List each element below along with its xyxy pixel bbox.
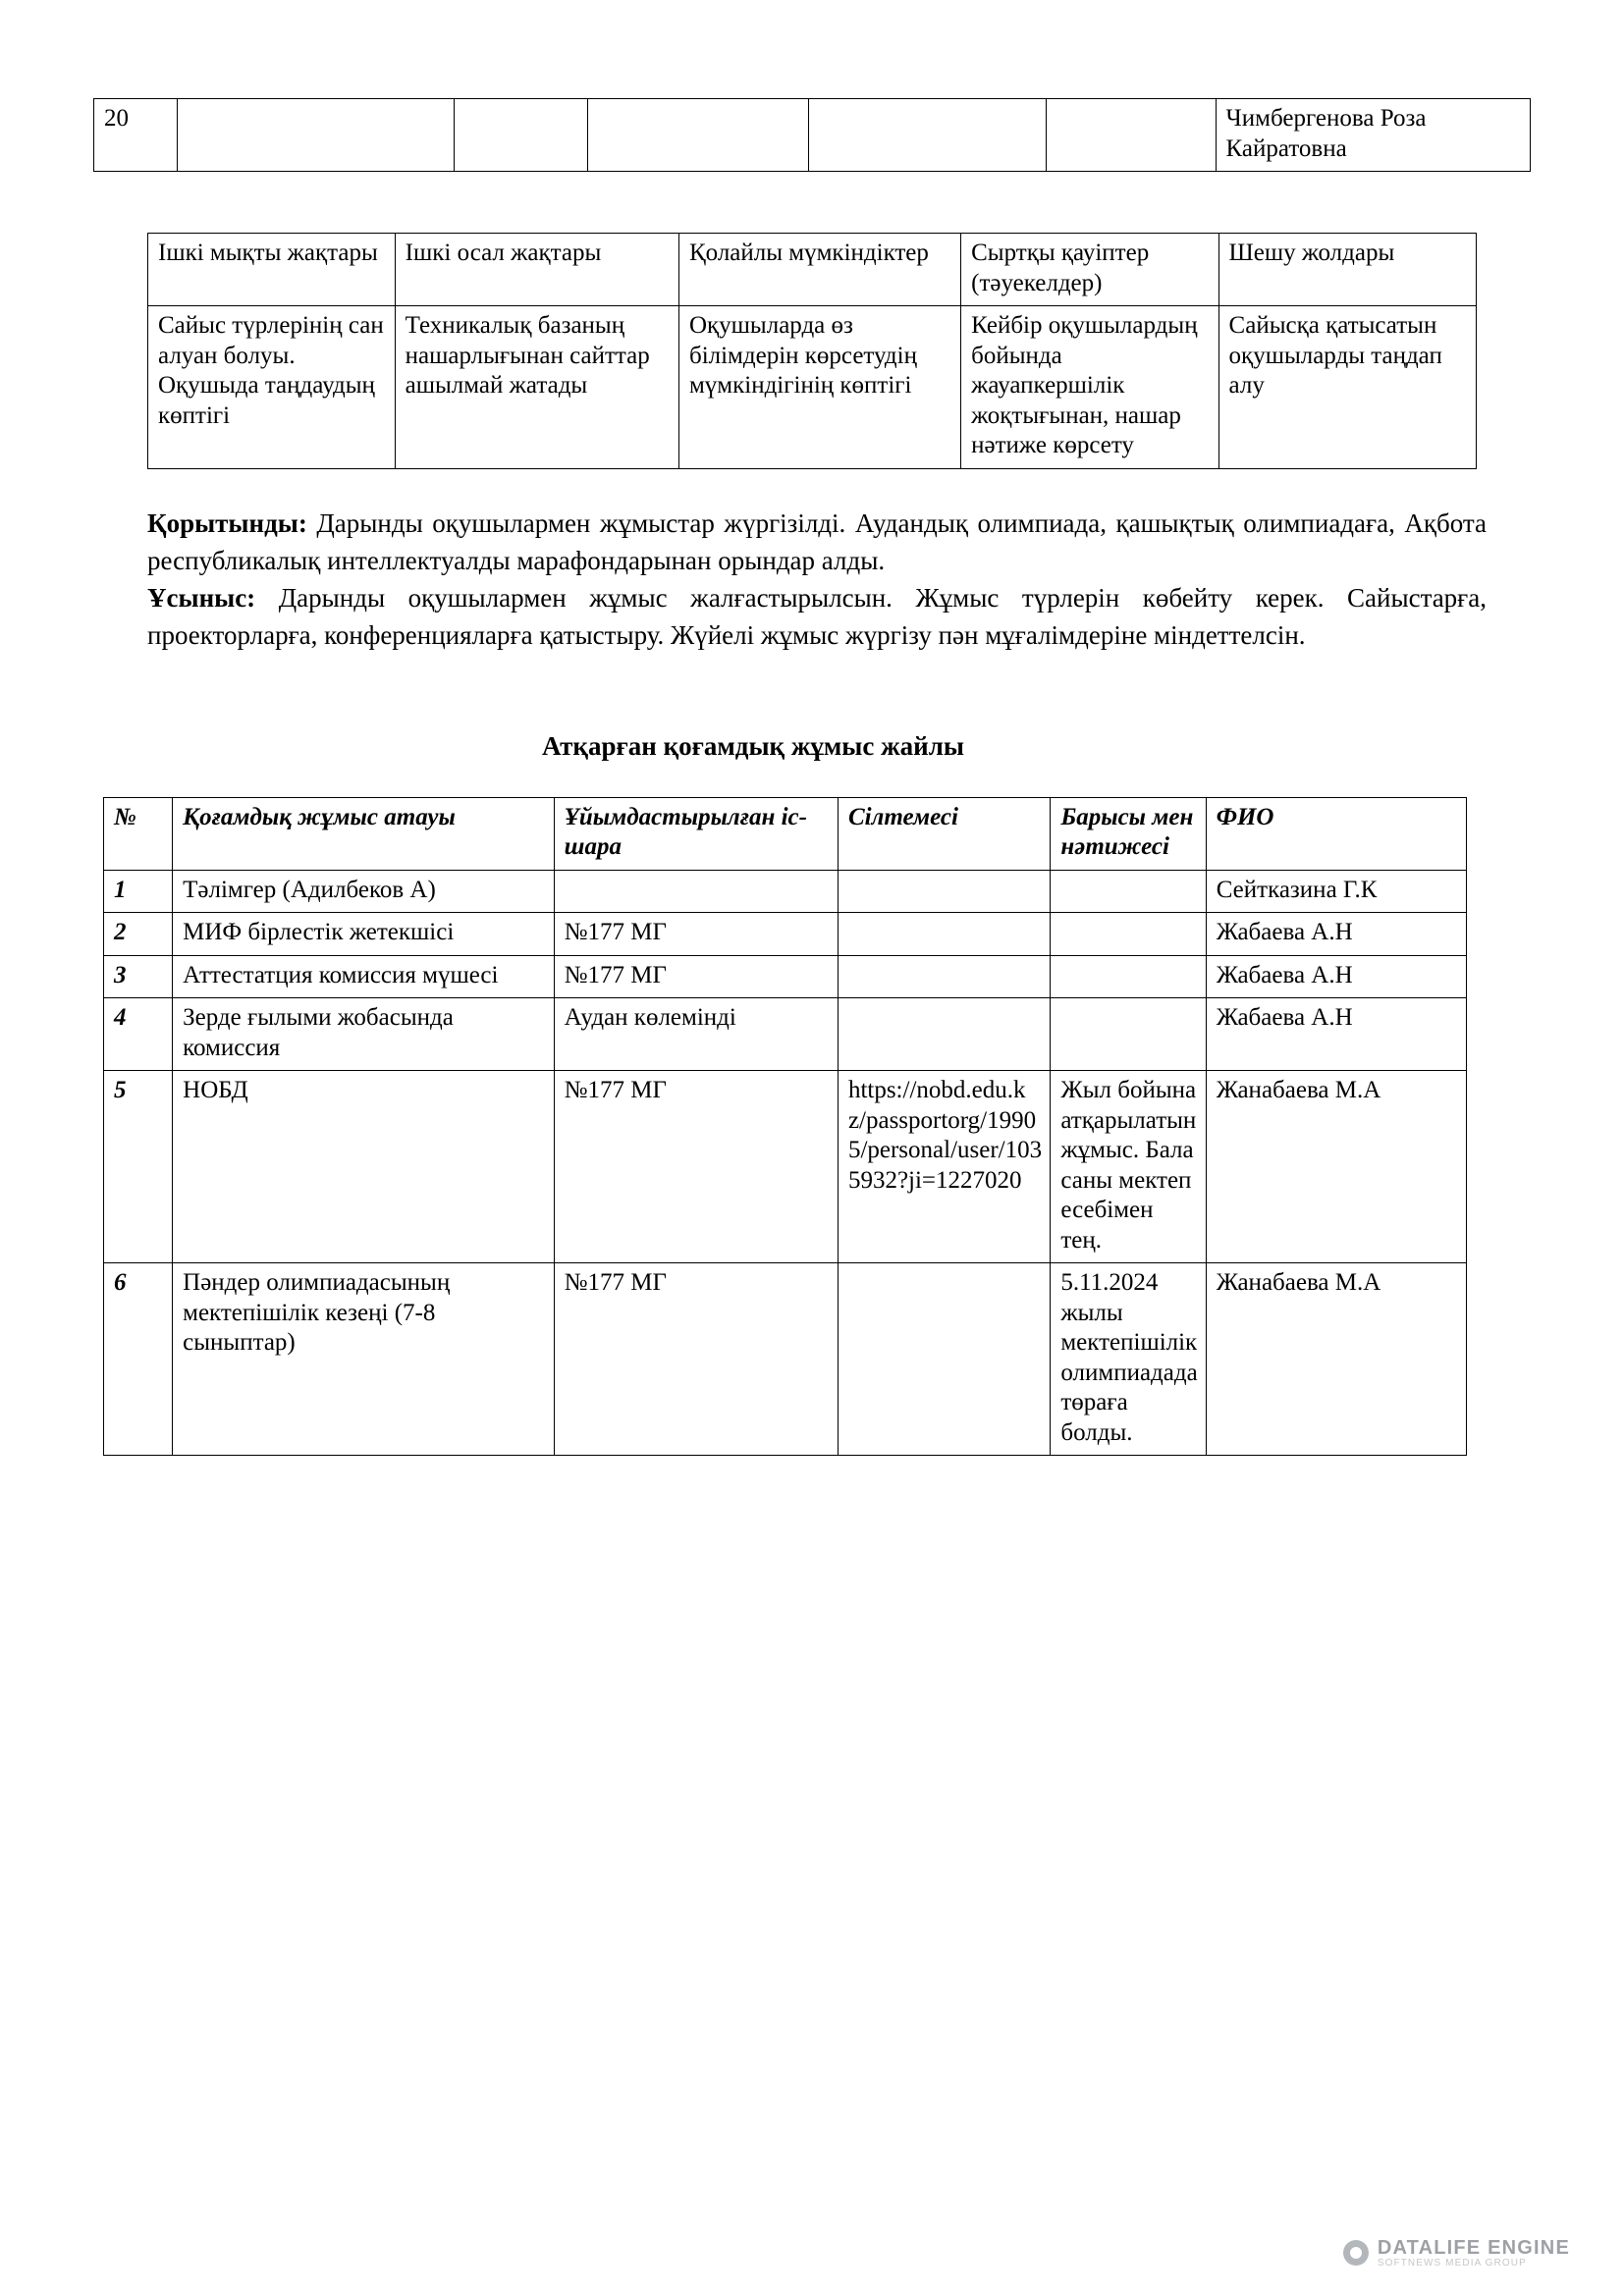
swot-header-threats: Сыртқы қауіптер (тәуекелдер): [961, 234, 1218, 306]
col-header-link: Сілтемесі: [838, 797, 1050, 870]
section-title: Атқарған қоғамдық жұмыс жайлы: [542, 730, 964, 761]
table-header-row: [148, 234, 1477, 306]
row-event: №177 МГ: [554, 1071, 838, 1263]
row-result: Жыл бойына атқарылатын жұмыс. Бала саны мектеп есебімен тең.: [1051, 1071, 1206, 1263]
row-number: 2: [104, 913, 173, 956]
table-row: [104, 1263, 1467, 1456]
swot-header-strengths: Ішкі мықты жақтары: [148, 234, 396, 306]
row-link: [838, 955, 1050, 998]
row-fio: Жабаева А.Н: [1206, 955, 1466, 998]
watermark-text: [1378, 2238, 1570, 2269]
row-event: №177 МГ: [554, 955, 838, 998]
row-work-name: НОБД: [173, 1071, 554, 1263]
swot-table: [147, 233, 1477, 469]
table-row: [104, 955, 1467, 998]
swot-header-opportunities: Қолайлы мүмкіндіктер: [678, 234, 960, 306]
swot-cell-opportunities: Оқушыларда өз білімдерін көрсетудің мүмкіндігінің көптігі: [678, 306, 960, 469]
table-row: [104, 1071, 1467, 1263]
watermark: [1343, 2238, 1570, 2269]
public-work-table: [103, 797, 1467, 1457]
row-fio: Жанабаева М.А: [1206, 1263, 1466, 1456]
row-link: [838, 870, 1050, 913]
row-number: 1: [104, 870, 173, 913]
swot-header-solutions: Шешу жолдары: [1218, 234, 1476, 306]
swot-cell-weaknesses: Техникалық базаның нашарлығынан сайттар ашылмай жатады: [395, 306, 678, 469]
public-work-table-wrapper: [93, 797, 1531, 1457]
row-result: 5.11.2024 жылы мектепішілік олимпиадада төраға болды.: [1051, 1263, 1206, 1456]
table-row: [104, 913, 1467, 956]
stub-table: [93, 98, 1531, 172]
watermark-title: DATALIFE ENGINE: [1377, 2236, 1570, 2259]
col-header-event: Ұйымдастырылған іс-шара: [554, 797, 838, 870]
conclusion-text: Дарынды оқушылармен жұмыстар жүргізілді. Аудандық олимпиада, қашықтық олимпиадаға, Ақбота республикалық интеллектуалды марафондарынан орындар алды.: [147, 507, 1487, 575]
row-work-name: МИФ бірлестік жетекшісі: [173, 913, 554, 956]
row-fio: Сейтказина Г.К: [1206, 870, 1466, 913]
datalife-logo-icon: [1343, 2240, 1369, 2266]
row-link: [838, 1263, 1050, 1456]
row-work-name: Аттестатция комиссия мүшесі: [173, 955, 554, 998]
row-event: [554, 870, 838, 913]
table-row: [104, 870, 1467, 913]
stub-empty-cell-3: [587, 99, 809, 172]
table-header-row: [104, 797, 1467, 870]
row-result: [1051, 955, 1206, 998]
swot-cell-threats: Кейбір оқушылардың бойында жауапкершілік жоқтығынан, нашар нәтиже көрсету: [961, 306, 1218, 469]
swot-table-wrapper: [93, 233, 1531, 469]
row-event: №177 МГ: [554, 913, 838, 956]
row-number: 6: [104, 1263, 173, 1456]
row-fio: Жанабаева М.А: [1206, 1071, 1466, 1263]
swot-cell-solutions: Сайысқа қатысатын оқушыларды таңдап алу: [1218, 306, 1476, 469]
row-link: [838, 913, 1050, 956]
watermark-subtitle: SOFTNEWS MEDIA GROUP: [1377, 2257, 1527, 2269]
summary-paragraphs: [93, 505, 1531, 655]
row-link: [838, 998, 1050, 1071]
col-header-fio: ФИО: [1206, 797, 1466, 870]
conclusion-paragraph: [147, 505, 1487, 580]
recommendation-label: Ұсыныс:: [147, 583, 256, 614]
stub-number-cell: 20: [94, 99, 178, 172]
row-work-name: Пәндер олимпиадасының мектепішілік кезеңі (7-8 сыныптар): [173, 1263, 554, 1456]
table-row: [94, 99, 1531, 172]
table-row: [148, 306, 1477, 469]
row-event: №177 МГ: [554, 1263, 838, 1456]
col-header-work-name: Қоғамдық жұмыс атауы: [173, 797, 554, 870]
recommendation-paragraph: [147, 579, 1487, 655]
row-work-name: Зерде ғылыми жобасында комиссия: [173, 998, 554, 1071]
conclusion-label: Қорытынды:: [147, 507, 307, 538]
row-result: [1051, 870, 1206, 913]
stub-empty-cell-1: [178, 99, 454, 172]
col-header-number: №: [104, 797, 173, 870]
table-row: [104, 998, 1467, 1071]
row-number: 3: [104, 955, 173, 998]
row-number: 5: [104, 1071, 173, 1263]
recommendation-text: Дарынды оқушылармен жұмыс жалғастырылсын. Жұмыс түрлерін көбейту керек. Сайыстарға, проекторларға, конференцияларға қатыстыру. Жүйелі жұмыс жүргізу пән мұғалімдеріне міндеттелсін.: [147, 583, 1487, 651]
stub-empty-cell-5: [1046, 99, 1216, 172]
stub-name-cell: Чимбергенова Роза Кайратовна: [1216, 99, 1530, 172]
col-header-result: Барысы мен нәтижесі: [1051, 797, 1206, 870]
row-work-name: Тәлімгер (Адилбеков А): [173, 870, 554, 913]
row-link[interactable]: https://nobd.edu.kz/passportorg/19905/personal/user/1035932?ji=1227020: [838, 1071, 1050, 1263]
row-number: 4: [104, 998, 173, 1071]
swot-header-weaknesses: Ішкі осал жақтары: [395, 234, 678, 306]
row-result: [1051, 998, 1206, 1071]
row-result: [1051, 913, 1206, 956]
stub-empty-cell-2: [454, 99, 587, 172]
swot-cell-strengths: Сайыс түрлерінің сан алуан болуы. Оқушыда таңдаудың көптігі: [148, 306, 396, 469]
row-fio: Жабаева А.Н: [1206, 913, 1466, 956]
stub-empty-cell-4: [809, 99, 1046, 172]
row-fio: Жабаева А.Н: [1206, 998, 1466, 1071]
row-event: Аудан көлемінді: [554, 998, 838, 1071]
